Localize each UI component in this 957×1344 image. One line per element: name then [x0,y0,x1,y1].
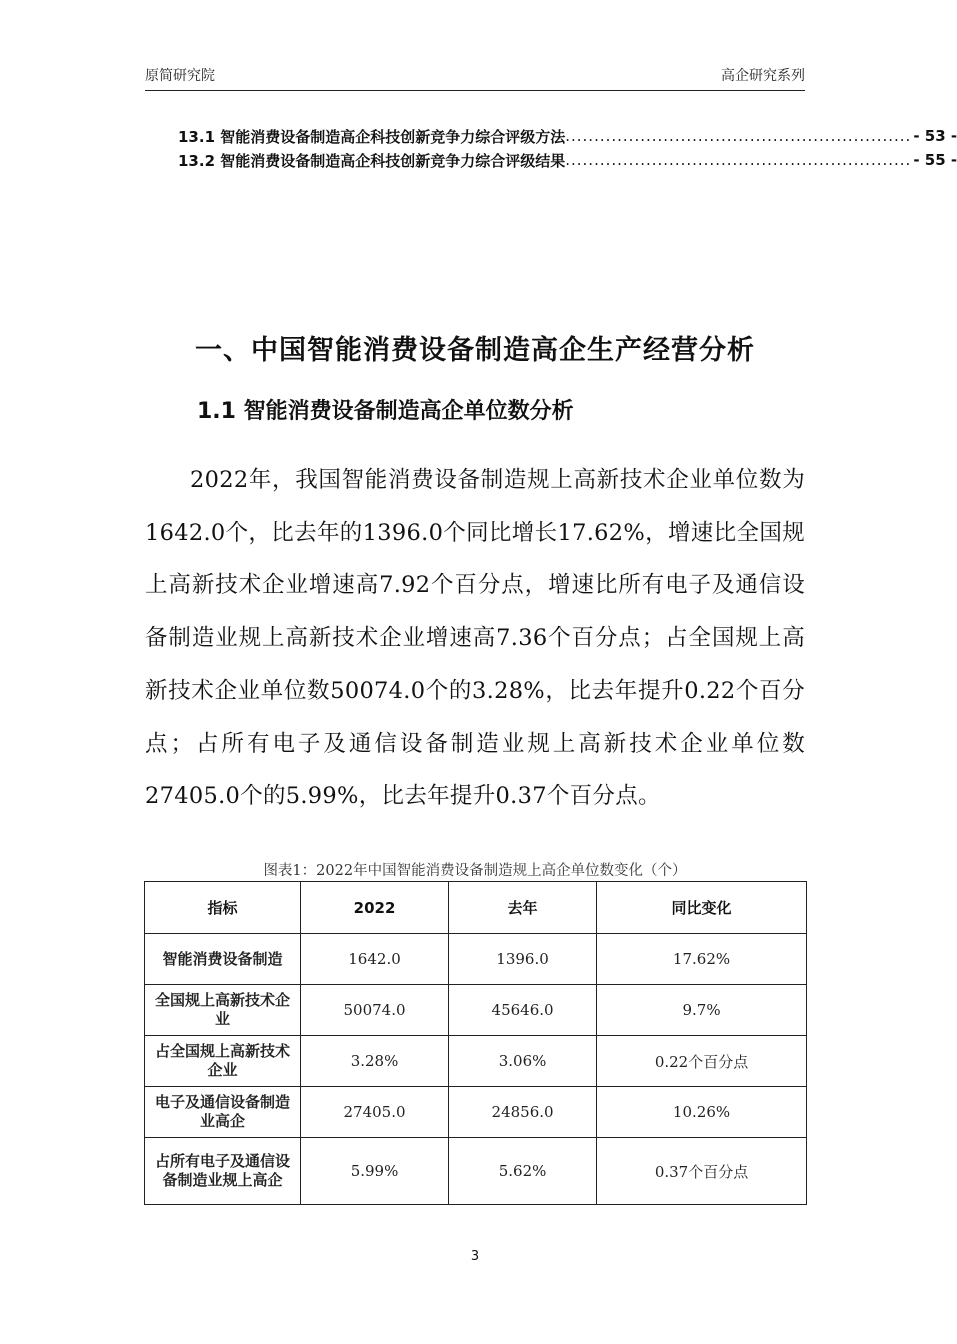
column-header: 指标 [145,882,301,934]
page-number: 3 [470,1249,480,1264]
row-label: 全国规上高新技术企业 [145,985,301,1036]
column-header: 2022 [301,882,449,934]
table-cell: 5.99% [301,1138,449,1205]
toc-entry[interactable] [178,148,957,172]
table-cell: 27405.0 [301,1087,449,1138]
toc-entry[interactable] [178,124,957,148]
table-cell: 0.37个百分点 [597,1138,807,1205]
data-table [144,881,807,1205]
table-cell: 9.7% [597,985,807,1036]
table-row [145,934,807,985]
toc-entry-title: 13.2 智能消费设备制造高企科技创新竞争力综合评级结果 [178,151,566,170]
toc-leader: ............................................................ [565,127,912,145]
toc-entry-page: - 55 - [913,151,957,169]
table-cell: 45646.0 [449,985,597,1036]
table-cell: 3.06% [449,1036,597,1087]
toc-leader: ............................................................ [565,151,912,169]
table-cell: 24856.0 [449,1087,597,1138]
table-cell: 50074.0 [301,985,449,1036]
header-right: 高企研究系列 [721,68,805,84]
table-cell: 0.22个百分点 [597,1036,807,1087]
toc [178,124,957,172]
table-row [145,1138,807,1205]
row-label: 占全国规上高新技术企业 [145,1036,301,1087]
table-caption: 图表1：2022年中国智能消费设备制造规上高企单位数变化（个） [263,863,687,879]
table-header-row [145,882,807,934]
toc-entry-title: 13.1 智能消费设备制造高企科技创新竞争力综合评级方法 [178,127,566,146]
table-cell: 3.28% [301,1036,449,1087]
table-cell: 10.26% [597,1087,807,1138]
table-cell: 1642.0 [301,934,449,985]
page-header [145,64,805,91]
table-row [145,1036,807,1087]
row-label: 占所有电子及通信设备制造业规上高企 [145,1138,301,1205]
table-cell: 17.62% [597,934,807,985]
body-paragraph: 2022年，我国智能消费设备制造规上高新技术企业单位数为1642.0个，比去年的1396.0个同比增长17.62%，增速比全国规上高新技术企业增速高7.92个百分点，增速比所有电子及通信设备制造业规上高新技术企业增速高7.36个百分点；占全国规上高新技术企业单位数50074.0个的3.28%，比去年提升0.22个百分点；占所有电子及通信设备制造业规上高新技术企业单位数27405.0个的5.99%，比去年提升0.37个百分点。 [145,467,805,810]
table-row [145,985,807,1036]
table-row [145,1087,807,1138]
row-label: 电子及通信设备制造业高企 [145,1087,301,1138]
table-cell: 1396.0 [449,934,597,985]
row-label: 智能消费设备制造 [145,934,301,985]
column-header: 同比变化 [597,882,807,934]
section-heading: 一、中国智能消费设备制造高企生产经营分析 [195,335,755,366]
table-cell: 5.62% [449,1138,597,1205]
subsection-heading: 1.1 智能消费设备制造高企单位数分析 [197,399,574,424]
toc-entry-page: - 53 - [913,127,957,145]
column-header: 去年 [449,882,597,934]
header-left: 原简研究院 [145,68,215,84]
